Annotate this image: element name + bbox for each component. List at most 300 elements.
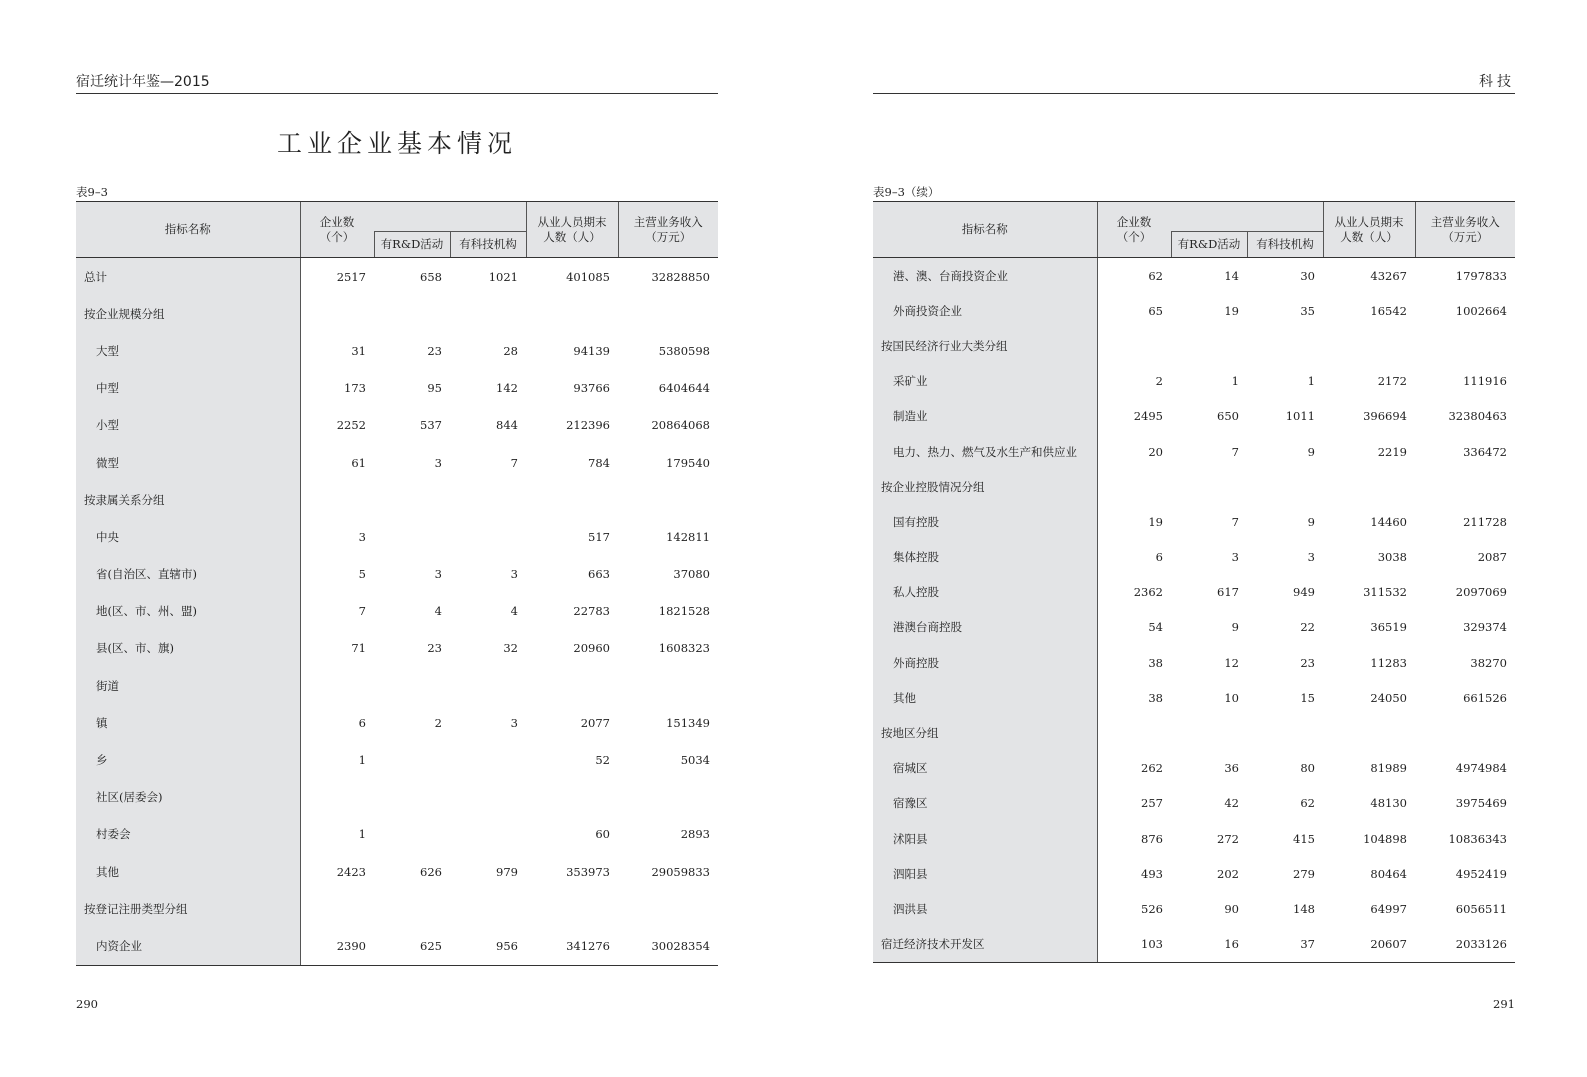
- row-label: 按国民经济行业大类分组: [873, 328, 1097, 363]
- cell-value: 179540: [666, 455, 710, 470]
- cell-value: 3: [1231, 550, 1239, 565]
- cell-value: 38: [1148, 655, 1163, 670]
- cell-value: 2219: [1377, 444, 1407, 459]
- row-label: 其他: [76, 853, 300, 890]
- col-header-indicator: 指标名称: [76, 202, 300, 258]
- cell-value: 81989: [1370, 761, 1407, 776]
- cell-value: 28: [503, 343, 518, 358]
- cell-value: [1171, 715, 1247, 750]
- table-row: [873, 927, 1515, 963]
- col-header-employees: 从业人员期末 人数（人）: [1323, 202, 1415, 258]
- table-row: [76, 890, 718, 927]
- cell-value: 20960: [573, 641, 610, 656]
- cell-value: 625: [374, 927, 450, 965]
- cell-value: [1097, 469, 1171, 504]
- cell-value: 30: [1300, 268, 1315, 283]
- cell-value: 956: [450, 927, 526, 965]
- cell-value: 517: [588, 529, 610, 544]
- row-label: 大型: [76, 332, 300, 369]
- table-row: [76, 667, 718, 704]
- cell-value: 7: [358, 604, 366, 619]
- col-header-revenue: 主营业务收入 （万元）: [1415, 202, 1515, 258]
- cell-value: 142: [496, 381, 518, 396]
- cell-value: 80: [1300, 761, 1315, 776]
- cell-value: 142811: [666, 529, 710, 544]
- cell-value: 24050: [1370, 690, 1407, 705]
- cell-value: 104898: [1363, 831, 1407, 846]
- cell-value: [1323, 715, 1415, 750]
- cell-value: [1415, 715, 1515, 750]
- cell-value: 15: [1300, 690, 1315, 705]
- row-label: 内资企业: [76, 927, 300, 965]
- cell-value: [450, 741, 526, 778]
- table-row: [76, 630, 718, 667]
- cell-value: 493: [1141, 866, 1163, 881]
- table-row: [76, 593, 718, 630]
- cell-value: 1021: [488, 269, 518, 284]
- cell-value: 61: [351, 455, 366, 470]
- cell-value: 10: [1224, 690, 1239, 705]
- cell-value: 95: [427, 381, 442, 396]
- cell-value: 844: [496, 418, 518, 433]
- cell-value: 37080: [673, 567, 710, 582]
- col-header-sci-tech: 有科技机构: [1247, 232, 1323, 258]
- cell-value: 20: [1148, 444, 1163, 459]
- cell-value: 23: [1300, 655, 1315, 670]
- cell-value: [526, 295, 618, 332]
- cell-value: 62: [1148, 268, 1163, 283]
- cell-value: [1171, 469, 1247, 504]
- cell-value: 4: [434, 604, 442, 619]
- cell-value: 19: [1148, 514, 1163, 529]
- table-row: [76, 370, 718, 407]
- cell-value: 12: [1224, 655, 1239, 670]
- cell-value: 1002664: [1455, 303, 1507, 318]
- cell-value: 32380463: [1448, 409, 1507, 424]
- table-row: [873, 364, 1515, 399]
- table-row: [873, 469, 1515, 504]
- cell-value: [1247, 328, 1323, 363]
- cell-value: 20607: [1323, 927, 1415, 963]
- table-row: [873, 751, 1515, 786]
- right-page: [873, 0, 1515, 1077]
- cell-value: [526, 779, 618, 816]
- col-header-rd: 有R&D活动: [1171, 232, 1247, 258]
- cell-value: 80464: [1370, 866, 1407, 881]
- cell-value: [450, 890, 526, 927]
- table-row: [873, 504, 1515, 539]
- cell-value: [1415, 328, 1515, 363]
- table-row: [873, 540, 1515, 575]
- col-header-enterprises: 企业数 （个）: [1097, 202, 1171, 258]
- section-title: 科技: [1479, 74, 1515, 90]
- cell-value: [374, 890, 450, 927]
- cell-value: 9: [1307, 514, 1315, 529]
- row-label: 制造业: [873, 399, 1097, 434]
- table-row: [873, 575, 1515, 610]
- table-row: [873, 891, 1515, 926]
- cell-value: 35: [1300, 303, 1315, 318]
- cell-value: 71: [351, 641, 366, 656]
- cell-value: 3038: [1377, 550, 1407, 565]
- cell-value: 2: [434, 715, 442, 730]
- cell-value: 1797833: [1455, 268, 1507, 283]
- cell-value: [1171, 328, 1247, 363]
- table-row: [76, 332, 718, 369]
- row-label: 中央: [76, 518, 300, 555]
- table-row: [873, 399, 1515, 434]
- table-row: [76, 444, 718, 481]
- cell-value: 658: [420, 269, 442, 284]
- row-label: 沭阳县: [873, 821, 1097, 856]
- col-header-employees: 从业人员期末 人数（人）: [526, 202, 618, 258]
- table-row: [873, 786, 1515, 821]
- cell-value: 23: [427, 343, 442, 358]
- cell-value: 3: [510, 567, 518, 582]
- cell-value: [450, 667, 526, 704]
- row-label: 微型: [76, 444, 300, 481]
- stat-table: [873, 201, 1515, 963]
- cell-value: 257: [1141, 796, 1163, 811]
- row-label: 港澳台商控股: [873, 610, 1097, 645]
- cell-value: [618, 295, 718, 332]
- cell-value: 5034: [680, 753, 710, 768]
- table-row: [873, 645, 1515, 680]
- cell-value: [300, 890, 374, 927]
- cell-value: [1247, 715, 1323, 750]
- cell-value: 3: [1307, 550, 1315, 565]
- row-label: 按企业规模分组: [76, 295, 300, 332]
- table-row: [76, 853, 718, 890]
- cell-value: [374, 779, 450, 816]
- cell-value: 2390: [300, 927, 374, 965]
- cell-value: 14: [1224, 268, 1239, 283]
- cell-value: [300, 295, 374, 332]
- cell-value: 31: [351, 343, 366, 358]
- col-header-rd: 有R&D活动: [374, 232, 450, 258]
- cell-value: [450, 518, 526, 555]
- row-label: 按企业控股情况分组: [873, 469, 1097, 504]
- cell-value: 111916: [1463, 374, 1507, 389]
- row-label: 小型: [76, 407, 300, 444]
- cell-value: [618, 667, 718, 704]
- cell-value: 6056511: [1455, 901, 1507, 916]
- cell-value: [300, 481, 374, 518]
- row-label: 泗洪县: [873, 891, 1097, 926]
- cell-value: 2172: [1377, 374, 1407, 389]
- cell-value: 6: [1155, 550, 1163, 565]
- running-head: [873, 73, 1515, 94]
- row-label: 泗阳县: [873, 856, 1097, 891]
- table-row: [76, 816, 718, 853]
- row-label: 镇: [76, 704, 300, 741]
- cell-value: 64997: [1370, 901, 1407, 916]
- table-row: [873, 434, 1515, 469]
- table-row: [76, 481, 718, 518]
- running-head: [76, 73, 718, 94]
- cell-value: [374, 741, 450, 778]
- cell-value: 7: [1231, 514, 1239, 529]
- cell-value: 2495: [1133, 409, 1163, 424]
- cell-value: [374, 518, 450, 555]
- cell-value: 2423: [336, 864, 366, 879]
- cell-value: 617: [1217, 585, 1239, 600]
- cell-value: 62: [1300, 796, 1315, 811]
- cell-value: 2033126: [1415, 927, 1515, 963]
- table-row: [76, 518, 718, 555]
- cell-value: 415: [1293, 831, 1315, 846]
- cell-value: 341276: [526, 927, 618, 965]
- cell-value: 784: [588, 455, 610, 470]
- cell-value: 2517: [336, 269, 366, 284]
- col-header-sci-tech: 有科技机构: [450, 232, 526, 258]
- cell-value: 16: [1171, 927, 1247, 963]
- cell-value: 211728: [1463, 514, 1507, 529]
- cell-value: 202: [1217, 866, 1239, 881]
- cell-value: [618, 890, 718, 927]
- cell-value: 2: [1155, 374, 1163, 389]
- row-label: 乡: [76, 741, 300, 778]
- cell-value: 9: [1231, 620, 1239, 635]
- row-label: 中型: [76, 370, 300, 407]
- cell-value: 43267: [1370, 268, 1407, 283]
- cell-value: 103: [1097, 927, 1171, 963]
- cell-value: 5380598: [658, 343, 710, 358]
- row-label: 采矿业: [873, 364, 1097, 399]
- cell-value: [450, 481, 526, 518]
- cell-value: 14460: [1370, 514, 1407, 529]
- cell-value: 336472: [1463, 444, 1507, 459]
- cell-value: 212396: [566, 418, 610, 433]
- table-row: [76, 556, 718, 593]
- row-label: 宿城区: [873, 751, 1097, 786]
- cell-value: 11283: [1370, 655, 1407, 670]
- cell-value: 2893: [680, 827, 710, 842]
- cell-value: 151349: [666, 715, 710, 730]
- cell-value: [618, 779, 718, 816]
- cell-value: 42: [1224, 796, 1239, 811]
- cell-value: 1821528: [658, 604, 710, 619]
- cell-value: 19: [1224, 303, 1239, 318]
- table-number: 表9–3: [76, 185, 108, 199]
- cell-value: [526, 481, 618, 518]
- cell-value: 661526: [1463, 690, 1507, 705]
- cell-value: 1: [358, 753, 366, 768]
- cell-value: 36519: [1370, 620, 1407, 635]
- table-row: [873, 856, 1515, 891]
- cell-value: 663: [588, 567, 610, 582]
- cell-value: 9: [1307, 444, 1315, 459]
- table-row: [76, 295, 718, 332]
- row-label: 社区(居委会): [76, 779, 300, 816]
- row-label: 外商投资企业: [873, 293, 1097, 328]
- table-row: [873, 258, 1515, 294]
- cell-value: 4974984: [1455, 761, 1507, 776]
- cell-value: [1323, 328, 1415, 363]
- row-label: 按登记注册类型分组: [76, 890, 300, 927]
- cell-value: 32828850: [651, 269, 710, 284]
- cell-value: 650: [1217, 409, 1239, 424]
- row-label: 港、澳、台商投资企业: [873, 258, 1097, 294]
- table-row: [76, 779, 718, 816]
- cell-value: [300, 779, 374, 816]
- cell-value: 3: [510, 715, 518, 730]
- cell-value: [300, 667, 374, 704]
- row-label: 总计: [76, 258, 300, 296]
- cell-value: 401085: [566, 269, 610, 284]
- cell-value: 3: [358, 529, 366, 544]
- cell-value: 32: [503, 641, 518, 656]
- cell-value: [618, 481, 718, 518]
- row-label: 私人控股: [873, 575, 1097, 610]
- cell-value: 20864068: [651, 418, 710, 433]
- cell-value: 949: [1293, 585, 1315, 600]
- table-row: [873, 328, 1515, 363]
- cell-value: 262: [1141, 761, 1163, 776]
- cell-value: [1415, 469, 1515, 504]
- cell-value: [450, 816, 526, 853]
- cell-value: 3: [434, 455, 442, 470]
- cell-value: 148: [1293, 901, 1315, 916]
- cell-value: 94139: [573, 343, 610, 358]
- stat-table: [76, 201, 718, 966]
- cell-value: 29059833: [651, 864, 710, 879]
- cell-value: [526, 890, 618, 927]
- cell-value: 3975469: [1455, 796, 1507, 811]
- table-row: [76, 741, 718, 778]
- table-row: [873, 821, 1515, 856]
- cell-value: 3: [434, 567, 442, 582]
- cell-value: 979: [496, 864, 518, 879]
- col-header-enterprises: 企业数 （个）: [300, 202, 374, 258]
- cell-value: 10836343: [1448, 831, 1507, 846]
- row-label: 外商控股: [873, 645, 1097, 680]
- cell-value: [1097, 715, 1171, 750]
- cell-value: 2097069: [1455, 585, 1507, 600]
- row-label: 集体控股: [873, 540, 1097, 575]
- cell-value: 2087: [1477, 550, 1507, 565]
- row-label: 街道: [76, 667, 300, 704]
- cell-value: 279: [1293, 866, 1315, 881]
- cell-value: 537: [420, 418, 442, 433]
- col-header-revenue: 主营业务收入 （万元）: [618, 202, 718, 258]
- cell-value: [1097, 328, 1171, 363]
- cell-value: 1011: [1285, 409, 1315, 424]
- row-label: 地(区、市、州、盟): [76, 593, 300, 630]
- cell-value: 1: [358, 827, 366, 842]
- cell-value: [526, 667, 618, 704]
- table-row: [873, 680, 1515, 715]
- cell-value: 173: [344, 381, 366, 396]
- cell-value: 37: [1247, 927, 1323, 963]
- cell-value: [374, 481, 450, 518]
- cell-value: 65: [1148, 303, 1163, 318]
- cell-value: 23: [427, 641, 442, 656]
- page-title: 工业企业基本情况: [276, 129, 517, 158]
- cell-value: 2362: [1133, 585, 1163, 600]
- cell-value: 16542: [1370, 303, 1407, 318]
- cell-value: [1323, 469, 1415, 504]
- row-label: 县(区、市、旗): [76, 630, 300, 667]
- cell-value: 22783: [573, 604, 610, 619]
- row-label: 其他: [873, 680, 1097, 715]
- cell-value: [374, 295, 450, 332]
- row-label: 省(自治区、直辖市): [76, 556, 300, 593]
- cell-value: [374, 816, 450, 853]
- cell-value: 54: [1148, 620, 1163, 635]
- cell-value: 6404644: [658, 381, 710, 396]
- table-body: [76, 258, 718, 966]
- row-label: 宿豫区: [873, 786, 1097, 821]
- cell-value: 93766: [573, 381, 610, 396]
- table-row: [76, 704, 718, 741]
- cell-value: 30028354: [618, 927, 718, 965]
- table-row: [76, 927, 718, 965]
- cell-value: 48130: [1370, 796, 1407, 811]
- row-label: 宿迁经济技术开发区: [873, 927, 1097, 963]
- cell-value: 6: [358, 715, 366, 730]
- row-label: 村委会: [76, 816, 300, 853]
- yearbook-title: 宿迁统计年鉴—2015: [76, 74, 210, 90]
- table-row: [873, 715, 1515, 750]
- cell-value: 90: [1224, 901, 1239, 916]
- cell-value: [450, 779, 526, 816]
- cell-value: 2252: [336, 418, 366, 433]
- cell-value: 626: [420, 864, 442, 879]
- cell-value: 4952419: [1455, 866, 1507, 881]
- cell-value: 1: [1231, 374, 1239, 389]
- row-label: 电力、热力、燃气及水生产和供应业: [873, 434, 1097, 469]
- cell-value: 60: [595, 827, 610, 842]
- table-number: 表9–3（续）: [873, 185, 940, 199]
- cell-value: 329374: [1463, 620, 1507, 635]
- cell-value: 7: [1231, 444, 1239, 459]
- cell-value: 396694: [1363, 409, 1407, 424]
- cell-value: 38: [1148, 690, 1163, 705]
- cell-value: 1: [1307, 374, 1315, 389]
- cell-value: 311532: [1363, 585, 1407, 600]
- cell-value: 38270: [1470, 655, 1507, 670]
- cell-value: 5: [358, 567, 366, 582]
- table-row: [76, 407, 718, 444]
- page-number: 291: [1493, 997, 1515, 1011]
- cell-value: 36: [1224, 761, 1239, 776]
- cell-value: 7: [510, 455, 518, 470]
- cell-value: 2077: [580, 715, 610, 730]
- cell-value: [1247, 469, 1323, 504]
- cell-value: 22: [1300, 620, 1315, 635]
- cell-value: 272: [1217, 831, 1239, 846]
- cell-value: 52: [595, 753, 610, 768]
- row-label: 按隶属关系分组: [76, 481, 300, 518]
- page-number: 290: [76, 997, 98, 1011]
- left-page: [76, 0, 718, 1077]
- table-body: [873, 258, 1515, 963]
- table-row: [873, 293, 1515, 328]
- cell-value: [450, 295, 526, 332]
- row-label: 按地区分组: [873, 715, 1097, 750]
- table-row: [76, 258, 718, 296]
- cell-value: 1608323: [658, 641, 710, 656]
- cell-value: 876: [1141, 831, 1163, 846]
- cell-value: 4: [510, 604, 518, 619]
- row-label: 国有控股: [873, 504, 1097, 539]
- cell-value: 526: [1141, 901, 1163, 916]
- table-row: [873, 610, 1515, 645]
- col-header-indicator: 指标名称: [873, 202, 1097, 258]
- cell-value: [374, 667, 450, 704]
- cell-value: 353973: [566, 864, 610, 879]
